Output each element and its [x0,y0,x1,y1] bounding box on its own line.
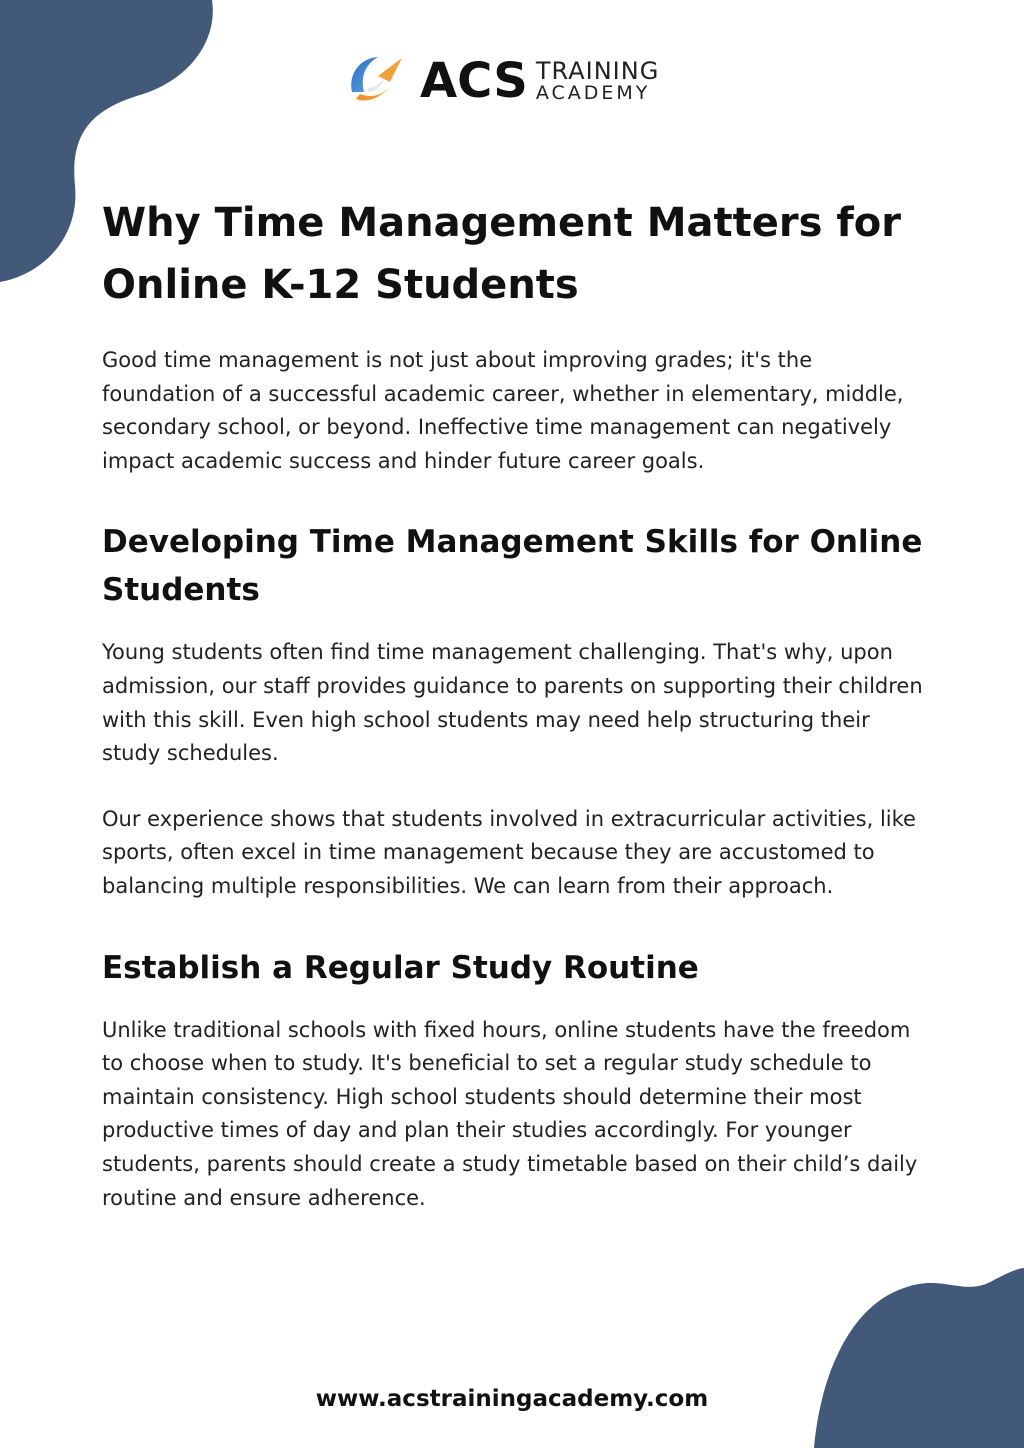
brand-subtitle [536,59,659,103]
article-body [102,192,932,1215]
brand-name: ACS [420,53,528,109]
section-paragraph: Our experience shows that students involved in extracurricular activities, like sports, often excel in time management because they are accustomed to balancing multiple responsibilities. We can learn from their approach. [102,806,916,898]
brand-logo [346,52,659,110]
brand-line-academy: ACADEMY [535,82,651,104]
rocket-swoosh-icon [346,52,406,110]
article-title: Why Time Management Matters for Online K-12 Students [102,200,901,308]
footer-website-link[interactable]: www.acstrainingacademy.com [315,1386,709,1412]
section-heading: Establish a Regular Study Routine [102,949,699,986]
section-paragraph: Young students often find time management challenging. That's why, upon admission, our staff provides guidance to parents on supporting their children with this skill. Even high school students may need help structuring their study schedules. [102,640,923,766]
section-heading: Developing Time Management Skills for Online Students [102,524,923,609]
brand-line-training: TRAINING [535,57,660,85]
intro-paragraph: Good time management is not just about improving grades; it's the foundation of a successful academic career, whether in elementary, middle, secondary school, or beyond. Ineffective time management can negatively impact academic success and hinder future career goals. [102,348,904,473]
section-paragraph: Unlike traditional schools with fixed hours, online students have the freedom to choose when to study. It's beneficial to set a regular study schedule to maintain consistency. High school students should determine their most productive times of day and plan their studies accordingly. For younger students, parents should create a study timetable based on their child’s daily routine and ensure adherence. [102,1017,918,1210]
decorative-blob-bottom-right [814,1268,1024,1448]
